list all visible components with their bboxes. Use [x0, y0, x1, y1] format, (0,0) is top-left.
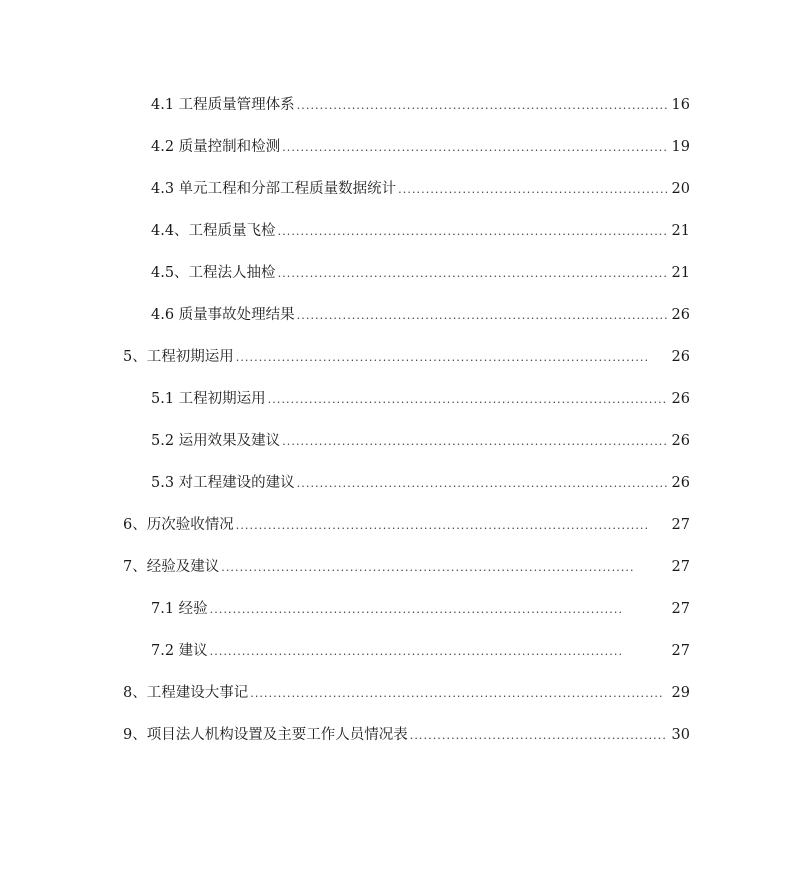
toc-entry-title: 4.5、工程法人抽检	[151, 264, 276, 281]
toc-entry-title: 5.1 工程初期运用	[151, 390, 266, 407]
toc-entry-title: 5.2 运用效果及建议	[151, 432, 281, 449]
toc-entry-4-6[interactable]	[151, 294, 690, 336]
toc-entry-4-3[interactable]	[151, 168, 690, 210]
toc-dot-leader	[221, 561, 667, 575]
toc-entry-title: 6、历次验收情况	[123, 516, 234, 533]
toc-entry-title: 4.4、工程质量飞检	[151, 222, 276, 239]
toc-entry-8[interactable]	[123, 672, 690, 714]
toc-entry-title: 4.3 单元工程和分部工程质量数据统计	[151, 180, 397, 197]
toc-dot-leader	[278, 225, 668, 239]
toc-entry-4-5[interactable]	[151, 252, 690, 294]
toc-dot-leader	[236, 519, 668, 533]
toc-entry-4-2[interactable]	[151, 126, 690, 168]
toc-entry-title: 4.2 质量控制和检测	[151, 138, 281, 155]
toc-dot-leader	[282, 435, 667, 449]
toc-entry-page: 27	[671, 558, 690, 575]
toc-entry-6[interactable]	[123, 504, 690, 546]
toc-dot-leader	[278, 267, 668, 281]
toc-entry-title: 4.6 质量事故处理结果	[151, 306, 295, 323]
toc-entry-7-2[interactable]	[151, 630, 690, 672]
toc-entry-page: 26	[671, 306, 690, 323]
toc-entry-page: 20	[671, 180, 690, 197]
toc-entry-7[interactable]	[123, 546, 690, 588]
toc-dot-leader	[250, 687, 667, 701]
toc-entry-title: 5、工程初期运用	[123, 348, 234, 365]
toc-entry-page: 29	[671, 684, 690, 701]
toc-entry-4-4[interactable]	[151, 210, 690, 252]
toc-dot-leader	[297, 309, 668, 323]
toc-dot-leader	[398, 183, 667, 197]
toc-dot-leader	[282, 141, 667, 155]
toc-entry-page: 27	[671, 642, 690, 659]
toc-entry-title: 4.1 工程质量管理体系	[151, 96, 295, 113]
toc-entry-title: 9、项目法人机构设置及主要工作人员情况表	[123, 726, 408, 743]
toc-entry-5-3[interactable]	[151, 462, 690, 504]
toc-entry-page: 26	[671, 432, 690, 449]
toc-entry-page: 21	[671, 264, 690, 281]
toc-dot-leader	[297, 477, 668, 491]
toc-entry-7-1[interactable]	[151, 588, 690, 630]
toc-entry-title: 7、经验及建议	[123, 558, 220, 575]
toc-entry-page: 26	[671, 390, 690, 407]
toc-entry-5[interactable]	[123, 336, 690, 378]
toc-entry-9[interactable]	[123, 714, 690, 756]
toc-entry-page: 16	[671, 96, 690, 113]
toc-dot-leader	[236, 351, 668, 365]
toc-entry-title: 7.1 经验	[151, 600, 208, 617]
toc-entry-page: 19	[671, 138, 690, 155]
toc-entry-5-2[interactable]	[151, 420, 690, 462]
toc-entry-page: 26	[671, 348, 690, 365]
toc-entry-4-1[interactable]	[151, 84, 690, 126]
toc-dot-leader	[210, 603, 668, 617]
toc-entry-page: 30	[671, 726, 690, 743]
toc-entry-page: 21	[671, 222, 690, 239]
toc-dot-leader	[210, 645, 668, 659]
toc-entry-5-1[interactable]	[151, 378, 690, 420]
toc-dot-leader	[268, 393, 668, 407]
toc-entry-page: 26	[671, 474, 690, 491]
toc-entry-page: 27	[671, 600, 690, 617]
toc-entry-title: 5.3 对工程建设的建议	[151, 474, 295, 491]
toc-dot-leader	[410, 729, 668, 743]
toc-entry-title: 7.2 建议	[151, 642, 208, 659]
toc-entry-title: 8、工程建设大事记	[123, 684, 249, 701]
toc-entry-page: 27	[671, 516, 690, 533]
toc-dot-leader	[297, 99, 668, 113]
